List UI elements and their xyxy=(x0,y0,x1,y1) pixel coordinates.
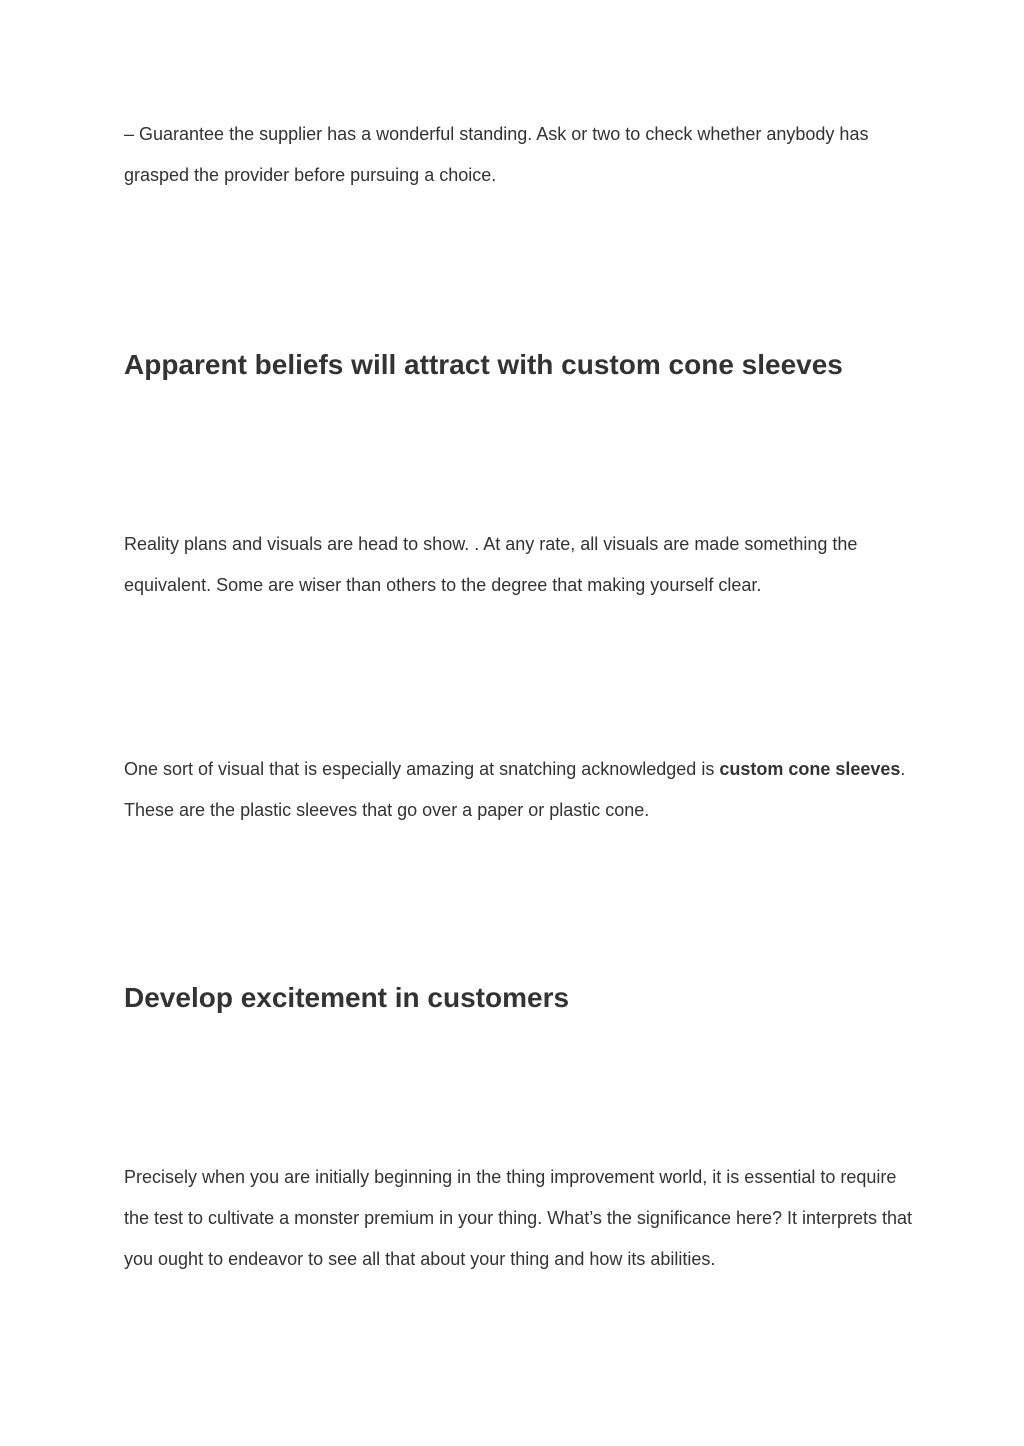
heading-develop-excitement: Develop excitement in customers xyxy=(124,982,570,1013)
paragraph-product-improvement: Precisely when you are initially beginning in the thing improvement world, it is essential to require the test to cultivate a monster premium in your thing. What’s the significance here? It interprets that you ought to endeavor to see all that about your thing and how its abilities. xyxy=(124,1167,913,1269)
heading-apparent-beliefs: Apparent beliefs will attract with custom cone sleeves xyxy=(124,349,843,380)
paragraph-text-before: One sort of visual that is especially amazing at snatching acknowledged is xyxy=(124,759,720,779)
paragraph-reality-plans: Reality plans and visuals are head to show. . At any rate, all visuals are made something the equivalent. Some are wiser than others to the degree that making yourself clear. xyxy=(124,534,858,595)
paragraph-custom-cone-sleeves xyxy=(124,749,914,831)
paragraph-supplier-standing: – Guarantee the supplier has a wonderful standing. Ask or two to check whether anybody has grasped the provider before pursuing a choice. xyxy=(124,124,869,185)
paragraph-text-after: . These are the plastic sleeves that go over a paper or plastic cone. xyxy=(124,759,906,820)
bold-keyword-custom-cone-sleeves: custom cone sleeves xyxy=(719,759,901,779)
